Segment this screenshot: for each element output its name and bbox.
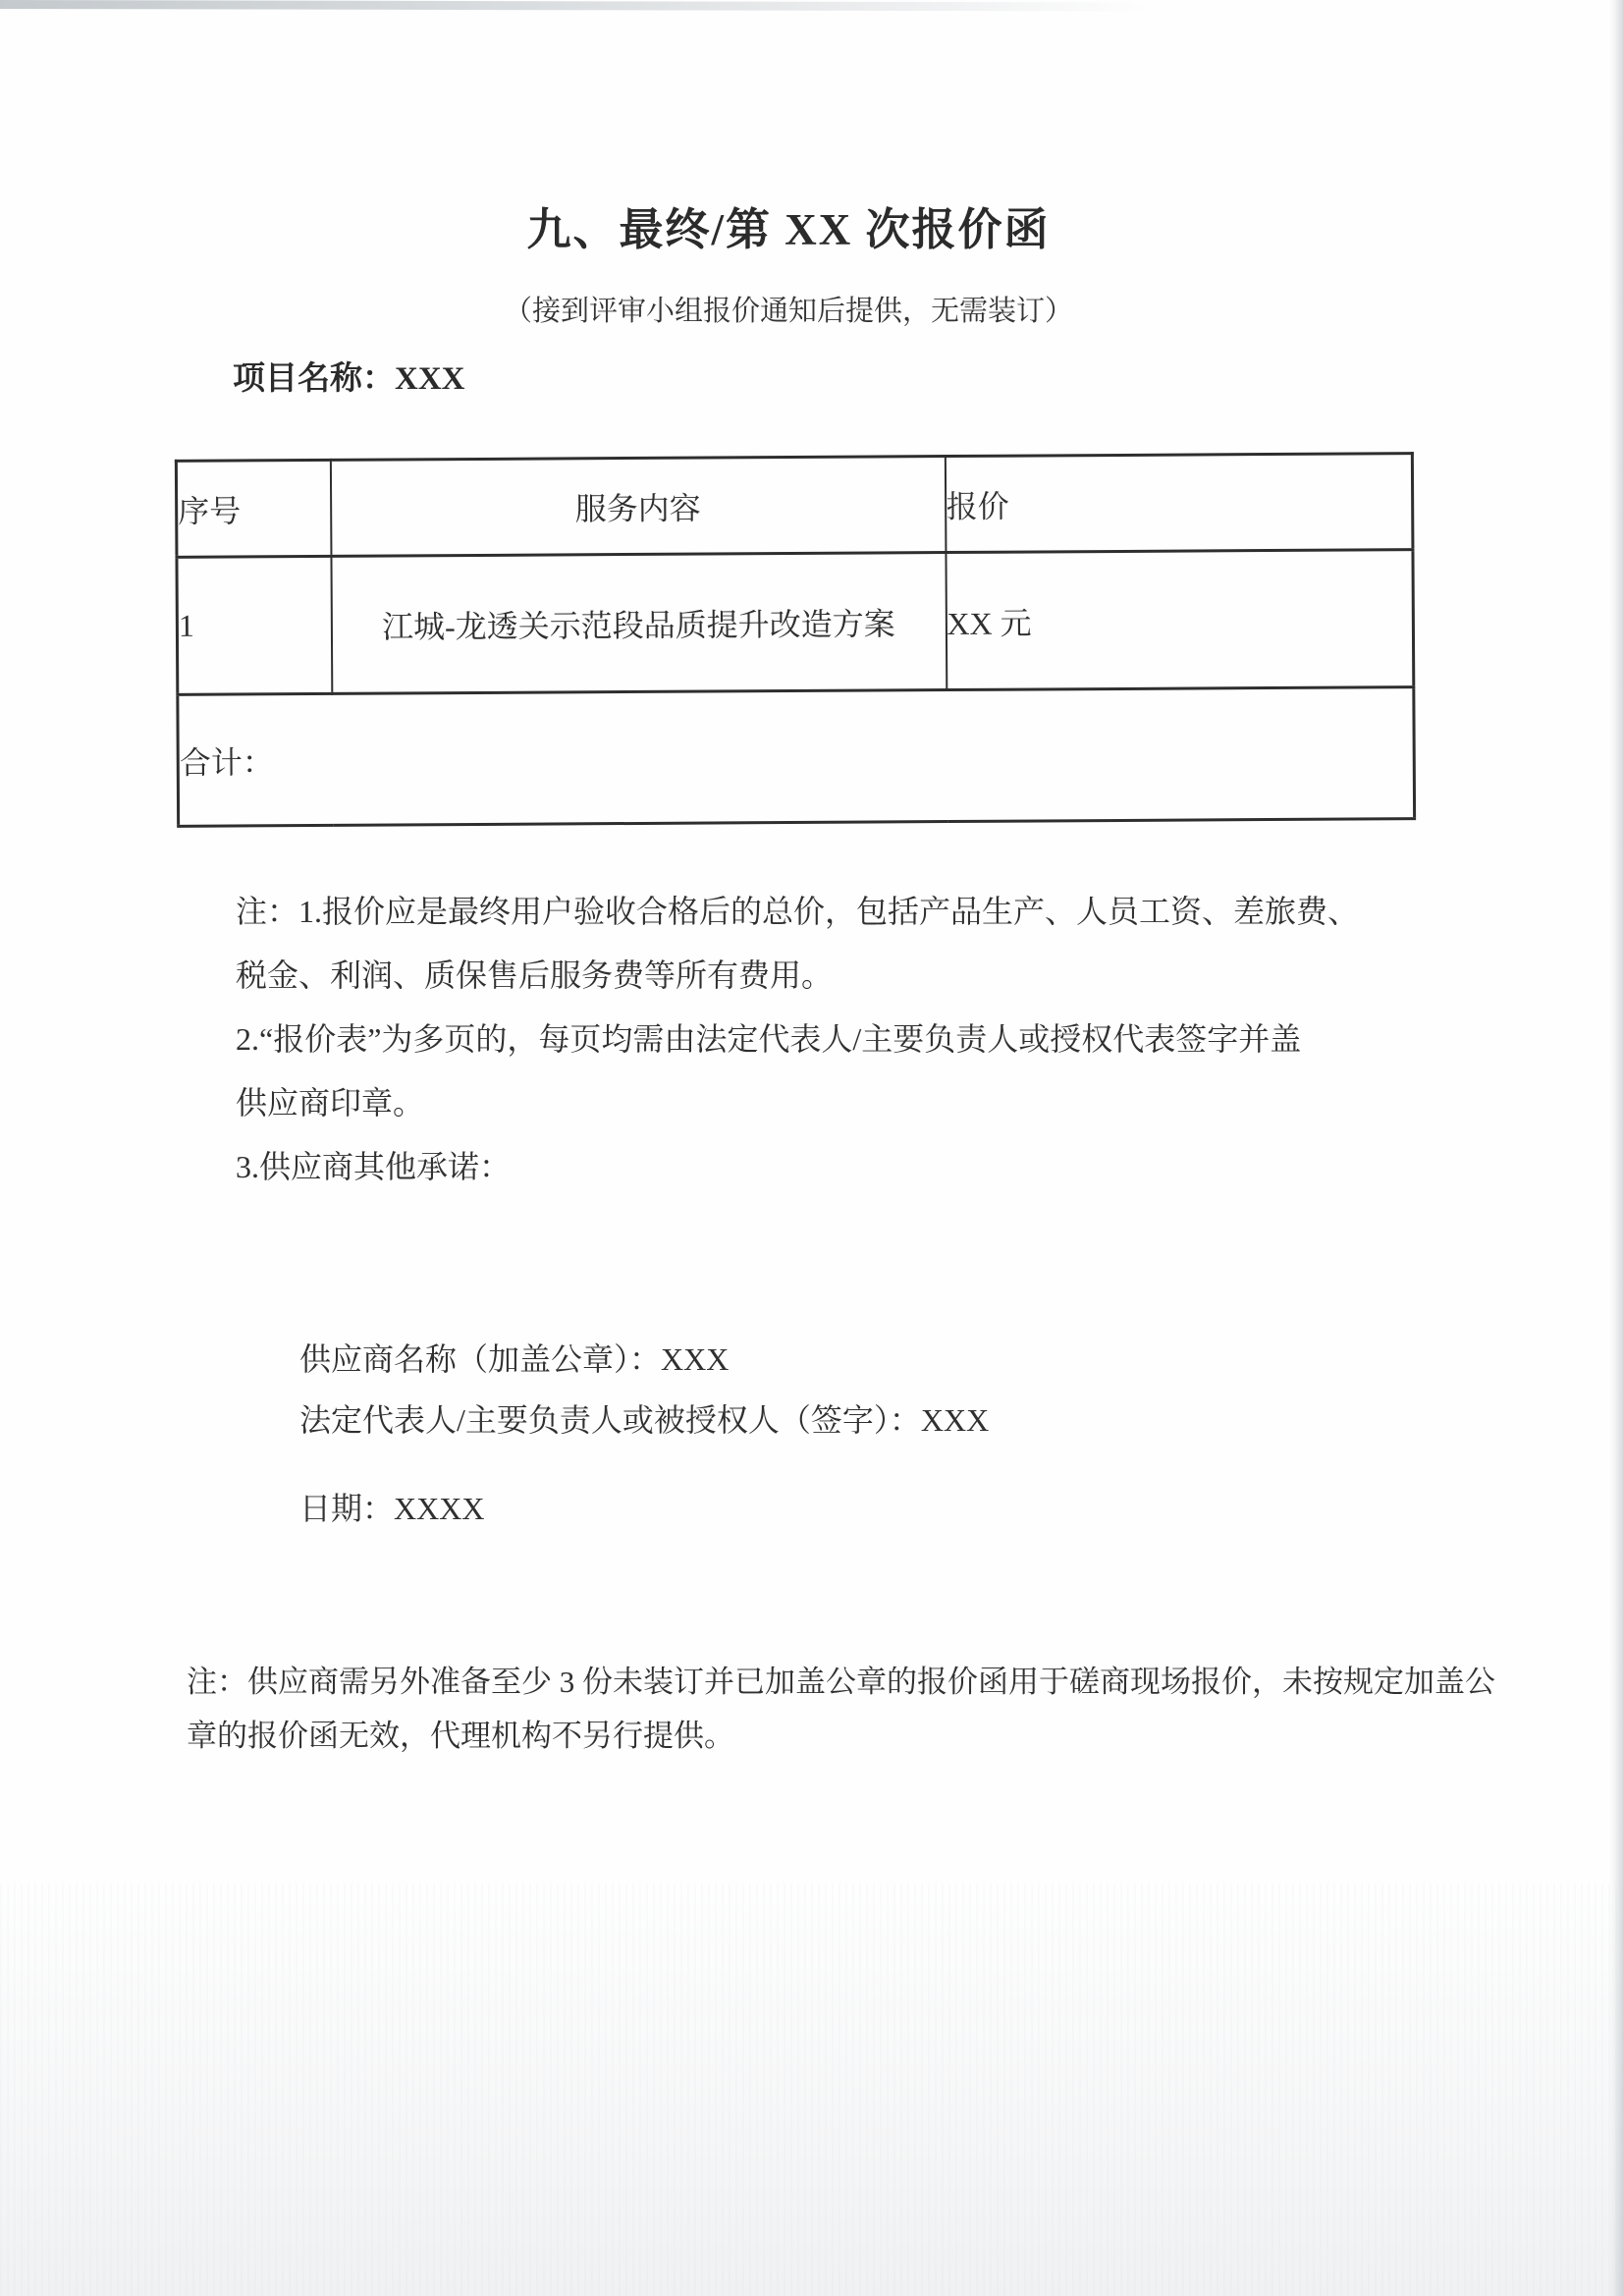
scan-bottom-fade-artifact [0,1884,1623,2296]
note-line: 3.供应商其他承诺： [236,1149,512,1184]
row-cell-price: XX 元 [946,550,1414,690]
table-row [177,550,1414,695]
representative-line: 法定代表人/主要负责人或被授权人（签字）：XXX [299,1402,990,1438]
row-cell-index: 1 [177,556,332,694]
supplier-name-line: 供应商名称（加盖公章）：XXX [299,1341,730,1377]
row-cell-service: 江城-龙透关示范段品质提升改造方案 [331,553,947,694]
header-cell-price: 报价 [945,454,1413,553]
note-line: 2.“报价表”为多页的，每页均需由法定代表人/主要负责人或授权代表签字并盖 [236,1021,1302,1057]
quotation-table-wrapper [175,452,1413,828]
note-line: 税金、利润、质保售后服务费等所有费用。 [236,957,834,993]
project-name-line: 项目名称：XXX [233,361,465,397]
footer-note-line: 注：供应商需另外准备至少 3 份未装订并已加盖公章的报价函用于磋商现场报价，未按规定加盖公 [187,1665,1495,1699]
table-header-row [176,454,1413,558]
date-line: 日期：XXXX [299,1491,485,1526]
table-total-row [178,687,1415,827]
header-cell-index: 序号 [176,460,331,557]
note-line: 供应商印章。 [236,1085,425,1121]
notes-block [236,880,1429,1199]
header-cell-service: 服务内容 [330,457,946,557]
document-subtitle: （接到评审小组报价通知后提供，无需装订） [503,296,1073,327]
scan-top-edge-artifact [0,0,1154,11]
footer-note-line: 章的报价函无效，代理机构不另行提供。 [187,1719,734,1753]
total-cell: 合计： [178,687,1415,827]
document-title: 九、最终/第 XX 次报价函 [526,205,1051,254]
quotation-table [175,452,1416,828]
footer-note-block [187,1655,1495,1763]
note-line: 注：1.报价应是最终用户验收合格后的总价，包括产品生产、人员工资、差旅费、 [236,894,1360,929]
